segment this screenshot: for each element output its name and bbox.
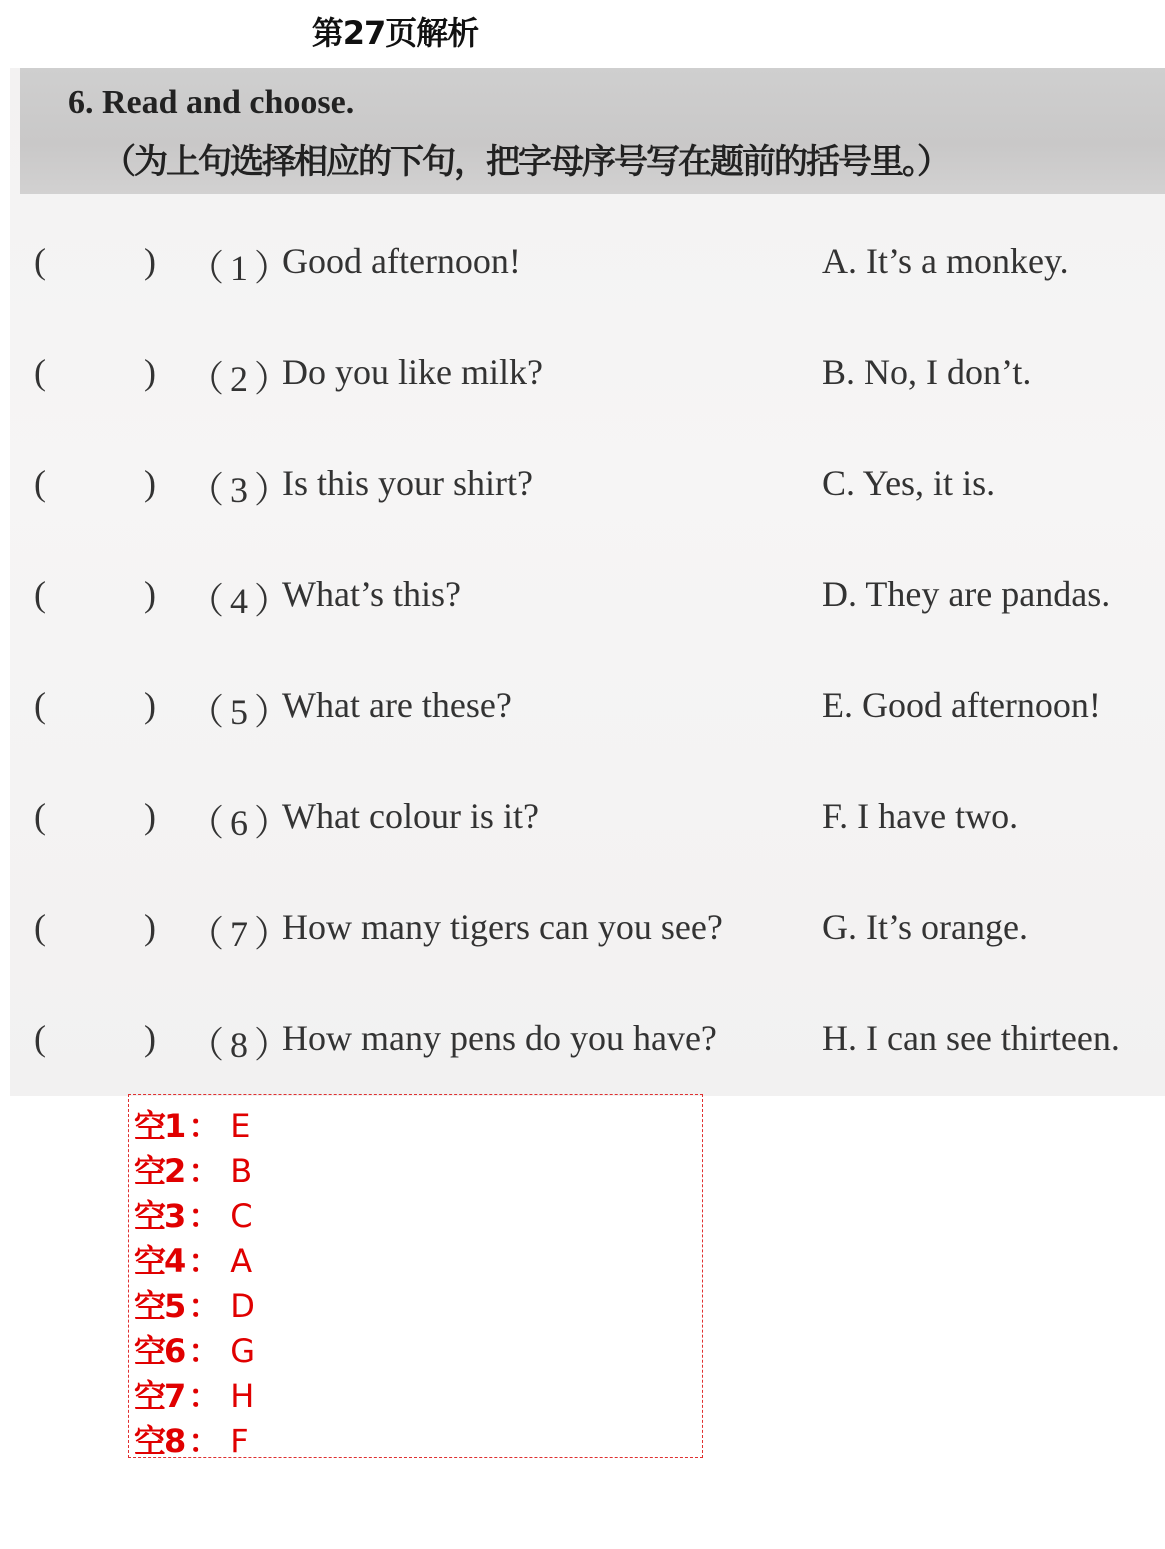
exercise-scan bbox=[10, 68, 1165, 1096]
question-text: What colour is it? bbox=[282, 796, 539, 836]
answer-colon: ： bbox=[188, 1197, 221, 1235]
answer-line bbox=[134, 1416, 249, 1460]
option-text: G. It’s orange. bbox=[822, 907, 1028, 947]
question-text: What are these? bbox=[282, 685, 512, 725]
answer-paren-open: ( bbox=[34, 574, 46, 614]
question-number: （8） bbox=[188, 1025, 297, 1065]
answer-colon: ： bbox=[188, 1287, 221, 1325]
answer-paren-open: ( bbox=[34, 352, 46, 392]
question-number: （4） bbox=[188, 581, 297, 621]
question-number: （1） bbox=[188, 248, 297, 288]
answer-paren-open: ( bbox=[34, 1018, 46, 1058]
answer-key-box bbox=[128, 1094, 703, 1458]
exercise-instruction: （为上句选择相应的下句，把字母序号写在题前的括号里。） bbox=[102, 142, 949, 182]
answer-paren-open: ( bbox=[34, 907, 46, 947]
question-number: （2） bbox=[188, 359, 297, 399]
answer-value: H bbox=[230, 1377, 255, 1415]
question-row bbox=[10, 906, 1165, 966]
answer-paren-close: ) bbox=[144, 685, 156, 725]
answer-label: 空7 bbox=[134, 1377, 185, 1415]
answer-value: B bbox=[230, 1152, 253, 1190]
answer-paren-close: ) bbox=[144, 241, 156, 281]
page-title: 第27页解析 bbox=[311, 14, 479, 52]
answer-line bbox=[134, 1191, 253, 1235]
question-number: （7） bbox=[188, 914, 297, 954]
answer-label: 空3 bbox=[134, 1197, 185, 1235]
answer-paren-close: ) bbox=[144, 352, 156, 392]
answer-value: E bbox=[230, 1107, 251, 1145]
answer-paren-close: ) bbox=[144, 574, 156, 614]
answer-line bbox=[134, 1236, 252, 1280]
question-row bbox=[10, 462, 1165, 522]
option-text: E. Good afternoon! bbox=[822, 685, 1101, 725]
answer-paren-close: ) bbox=[144, 907, 156, 947]
option-text: H. I can see thirteen. bbox=[822, 1018, 1120, 1058]
answer-value: D bbox=[230, 1287, 255, 1325]
answer-label: 空2 bbox=[134, 1152, 185, 1190]
answer-label: 空6 bbox=[134, 1332, 185, 1370]
question-text: What’s this? bbox=[282, 574, 461, 614]
answer-value: A bbox=[230, 1242, 253, 1280]
answer-line bbox=[134, 1371, 254, 1415]
answer-colon: ： bbox=[188, 1377, 221, 1415]
answer-colon: ： bbox=[188, 1152, 221, 1190]
question-row bbox=[10, 795, 1165, 855]
answer-label: 空8 bbox=[134, 1422, 185, 1460]
question-number: （6） bbox=[188, 803, 297, 843]
answer-paren-close: ) bbox=[144, 1018, 156, 1058]
answer-colon: ： bbox=[188, 1242, 221, 1280]
answer-paren-open: ( bbox=[34, 796, 46, 836]
answer-paren-close: ) bbox=[144, 796, 156, 836]
question-row bbox=[10, 573, 1165, 633]
exercise-header bbox=[20, 68, 1165, 194]
answer-line bbox=[134, 1281, 255, 1325]
question-text: Do you like milk? bbox=[282, 352, 543, 392]
question-text: Good afternoon! bbox=[282, 241, 521, 281]
option-text: B. No, I don’t. bbox=[822, 352, 1032, 392]
answer-value: C bbox=[230, 1197, 253, 1235]
answer-value: F bbox=[230, 1422, 249, 1460]
question-number: （5） bbox=[188, 692, 297, 732]
exercise-title: 6. Read and choose. bbox=[68, 84, 355, 121]
question-row bbox=[10, 240, 1165, 300]
option-text: C. Yes, it is. bbox=[822, 463, 996, 503]
option-text: A. It’s a monkey. bbox=[822, 241, 1069, 281]
option-text: F. I have two. bbox=[822, 796, 1019, 836]
question-text: How many tigers can you see? bbox=[282, 907, 723, 947]
question-text: How many pens do you have? bbox=[282, 1018, 717, 1058]
question-number: （3） bbox=[188, 470, 297, 510]
answer-label: 空5 bbox=[134, 1287, 185, 1325]
question-row bbox=[10, 1017, 1165, 1077]
answer-paren-close: ) bbox=[144, 463, 156, 503]
option-text: D. They are pandas. bbox=[822, 574, 1111, 614]
answer-paren-open: ( bbox=[34, 685, 46, 725]
answer-line bbox=[134, 1326, 255, 1370]
answer-line bbox=[134, 1101, 251, 1145]
answer-colon: ： bbox=[188, 1332, 221, 1370]
answer-label: 空4 bbox=[134, 1242, 185, 1280]
question-row bbox=[10, 351, 1165, 411]
answer-colon: ： bbox=[188, 1422, 221, 1460]
answer-paren-open: ( bbox=[34, 463, 46, 503]
answer-colon: ： bbox=[188, 1107, 221, 1145]
question-row bbox=[10, 684, 1165, 744]
answer-line bbox=[134, 1146, 252, 1190]
question-text: Is this your shirt? bbox=[282, 463, 533, 503]
answer-paren-open: ( bbox=[34, 241, 46, 281]
answer-value: G bbox=[230, 1332, 256, 1370]
answer-label: 空1 bbox=[134, 1107, 185, 1145]
